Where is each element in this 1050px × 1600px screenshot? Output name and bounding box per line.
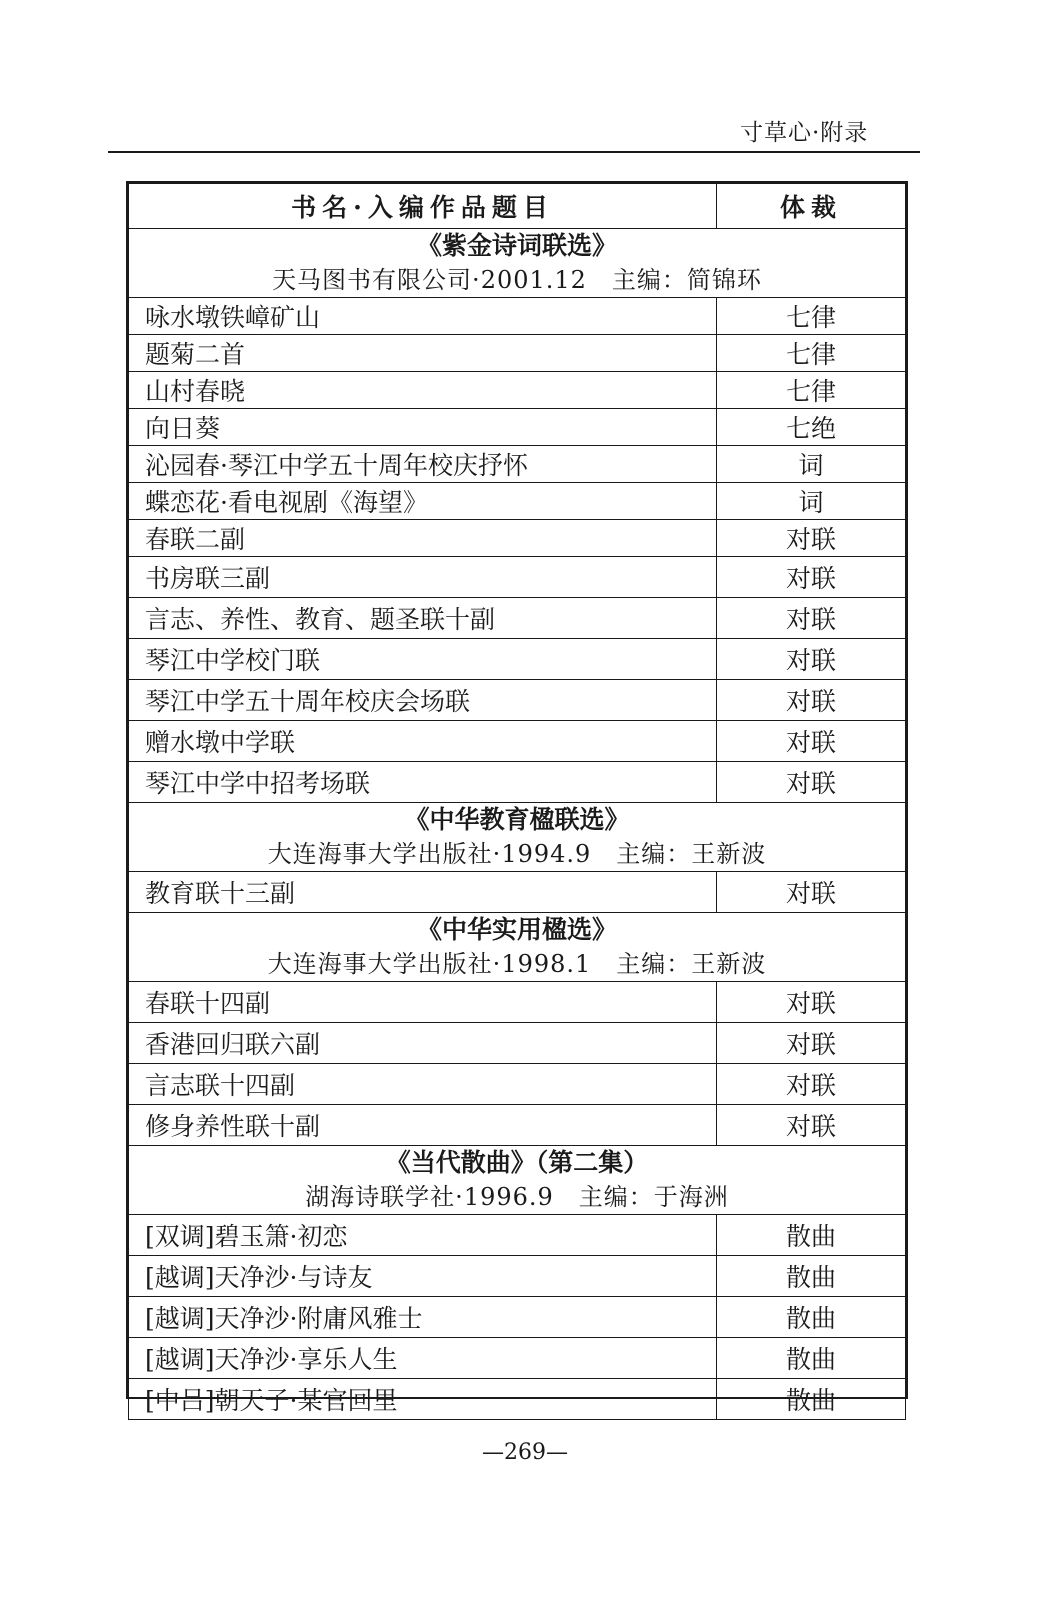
publisher-line: 大连海事大学出版社·1994.9 主编：王新波 [267, 840, 767, 868]
work-title-cell: 香港回归联六副 [129, 1023, 717, 1064]
section-header-row [129, 1146, 906, 1215]
genre-cell: 对联 [717, 982, 906, 1023]
work-title-cell: 春联二副 [129, 520, 717, 557]
table-row [129, 298, 906, 335]
genre-cell: 七绝 [717, 409, 906, 446]
table-header-row [129, 184, 906, 229]
table-row [129, 1297, 906, 1338]
table-row [129, 680, 906, 721]
work-title-cell: 蝶恋花·看电视剧《海望》 [129, 483, 717, 520]
genre-cell: 对联 [717, 872, 906, 913]
running-head: 寸草心·附录 [740, 120, 869, 146]
table-row [129, 639, 906, 680]
publisher-line: 湖海诗联学社·1996.9 主编：于海洲 [305, 1183, 729, 1211]
book-title: 《中华实用楹选》 [416, 915, 617, 944]
section-header-row [129, 229, 906, 298]
genre-cell: 散曲 [717, 1338, 906, 1379]
column-header-title: 书名·入编作品题目 [129, 184, 717, 229]
table-row [129, 446, 906, 483]
work-title-cell: 春联十四副 [129, 982, 717, 1023]
table-row [129, 982, 906, 1023]
genre-cell: 对联 [717, 639, 906, 680]
section-header-row [129, 913, 906, 982]
table-row [129, 1105, 906, 1146]
genre-cell: 散曲 [717, 1256, 906, 1297]
work-title-cell: 题菊二首 [129, 335, 717, 372]
work-title-cell: 琴江中学五十周年校庆会场联 [129, 680, 717, 721]
work-title-cell: [中吕]朝天子·某官回里 [129, 1379, 717, 1420]
genre-cell: 对联 [717, 598, 906, 639]
table-row [129, 1215, 906, 1256]
column-header-genre: 体裁 [717, 184, 906, 229]
table-row [129, 520, 906, 557]
genre-cell: 散曲 [717, 1297, 906, 1338]
work-title-cell: 修身养性联十副 [129, 1105, 717, 1146]
genre-cell: 词 [717, 483, 906, 520]
table-row [129, 1023, 906, 1064]
table-row [129, 372, 906, 409]
publisher-line: 天马图书有限公司·2001.12 主编：简锦环 [272, 266, 762, 294]
work-title-cell: [越调]天净沙·附庸风雅士 [129, 1297, 717, 1338]
publisher-line: 大连海事大学出版社·1998.1 主编：王新波 [267, 950, 767, 978]
genre-cell: 七律 [717, 372, 906, 409]
table-row [129, 483, 906, 520]
table-row [129, 1379, 906, 1420]
work-title-cell: 向日葵 [129, 409, 717, 446]
work-title-cell: 言志联十四副 [129, 1064, 717, 1105]
table-row [129, 598, 906, 639]
genre-cell: 对联 [717, 520, 906, 557]
page-number: —269— [482, 1440, 568, 1465]
work-title-cell: 咏水墩铁嶂矿山 [129, 298, 717, 335]
genre-cell: 对联 [717, 1023, 906, 1064]
work-title-cell: 教育联十三副 [129, 872, 717, 913]
genre-cell: 对联 [717, 557, 906, 598]
work-title-cell: 山村春晓 [129, 372, 717, 409]
genre-cell: 对联 [717, 1064, 906, 1105]
book-title: 《中华教育楹联选》 [404, 805, 630, 834]
table-row [129, 762, 906, 803]
work-title-cell: 书房联三副 [129, 557, 717, 598]
table-row [129, 721, 906, 762]
genre-cell: 散曲 [717, 1379, 906, 1420]
genre-cell: 七律 [717, 298, 906, 335]
section-header [129, 803, 906, 872]
work-title-cell: 言志、养性、教育、题圣联十副 [129, 598, 717, 639]
genre-cell: 对联 [717, 762, 906, 803]
section-header [129, 229, 906, 298]
work-title-cell: [越调]天净沙·与诗友 [129, 1256, 717, 1297]
work-title-cell: 琴江中学校门联 [129, 639, 717, 680]
work-title-cell: 琴江中学中招考场联 [129, 762, 717, 803]
table-row [129, 872, 906, 913]
genre-cell: 七律 [717, 335, 906, 372]
works-table [128, 183, 906, 1420]
genre-cell: 散曲 [717, 1215, 906, 1256]
work-title-cell: 赠水墩中学联 [129, 721, 717, 762]
genre-cell: 对联 [717, 1105, 906, 1146]
table-row [129, 557, 906, 598]
table-row [129, 1338, 906, 1379]
table-row [129, 335, 906, 372]
works-table-frame [126, 181, 908, 1415]
work-title-cell: [越调]天净沙·享乐人生 [129, 1338, 717, 1379]
section-header [129, 913, 906, 982]
genre-cell: 对联 [717, 680, 906, 721]
header-rule [108, 151, 920, 153]
work-title-cell: 沁园春·琴江中学五十周年校庆抒怀 [129, 446, 717, 483]
table-body [129, 229, 906, 1420]
section-header [129, 1146, 906, 1215]
genre-cell: 对联 [717, 721, 906, 762]
table-row [129, 1256, 906, 1297]
section-header-row [129, 803, 906, 872]
table-row [129, 1064, 906, 1105]
book-title: 《当代散曲》（第二集） [385, 1148, 649, 1177]
table-row [129, 409, 906, 446]
book-title: 《紫金诗词联选》 [416, 231, 617, 260]
genre-cell: 词 [717, 446, 906, 483]
work-title-cell: [双调]碧玉箫·初恋 [129, 1215, 717, 1256]
